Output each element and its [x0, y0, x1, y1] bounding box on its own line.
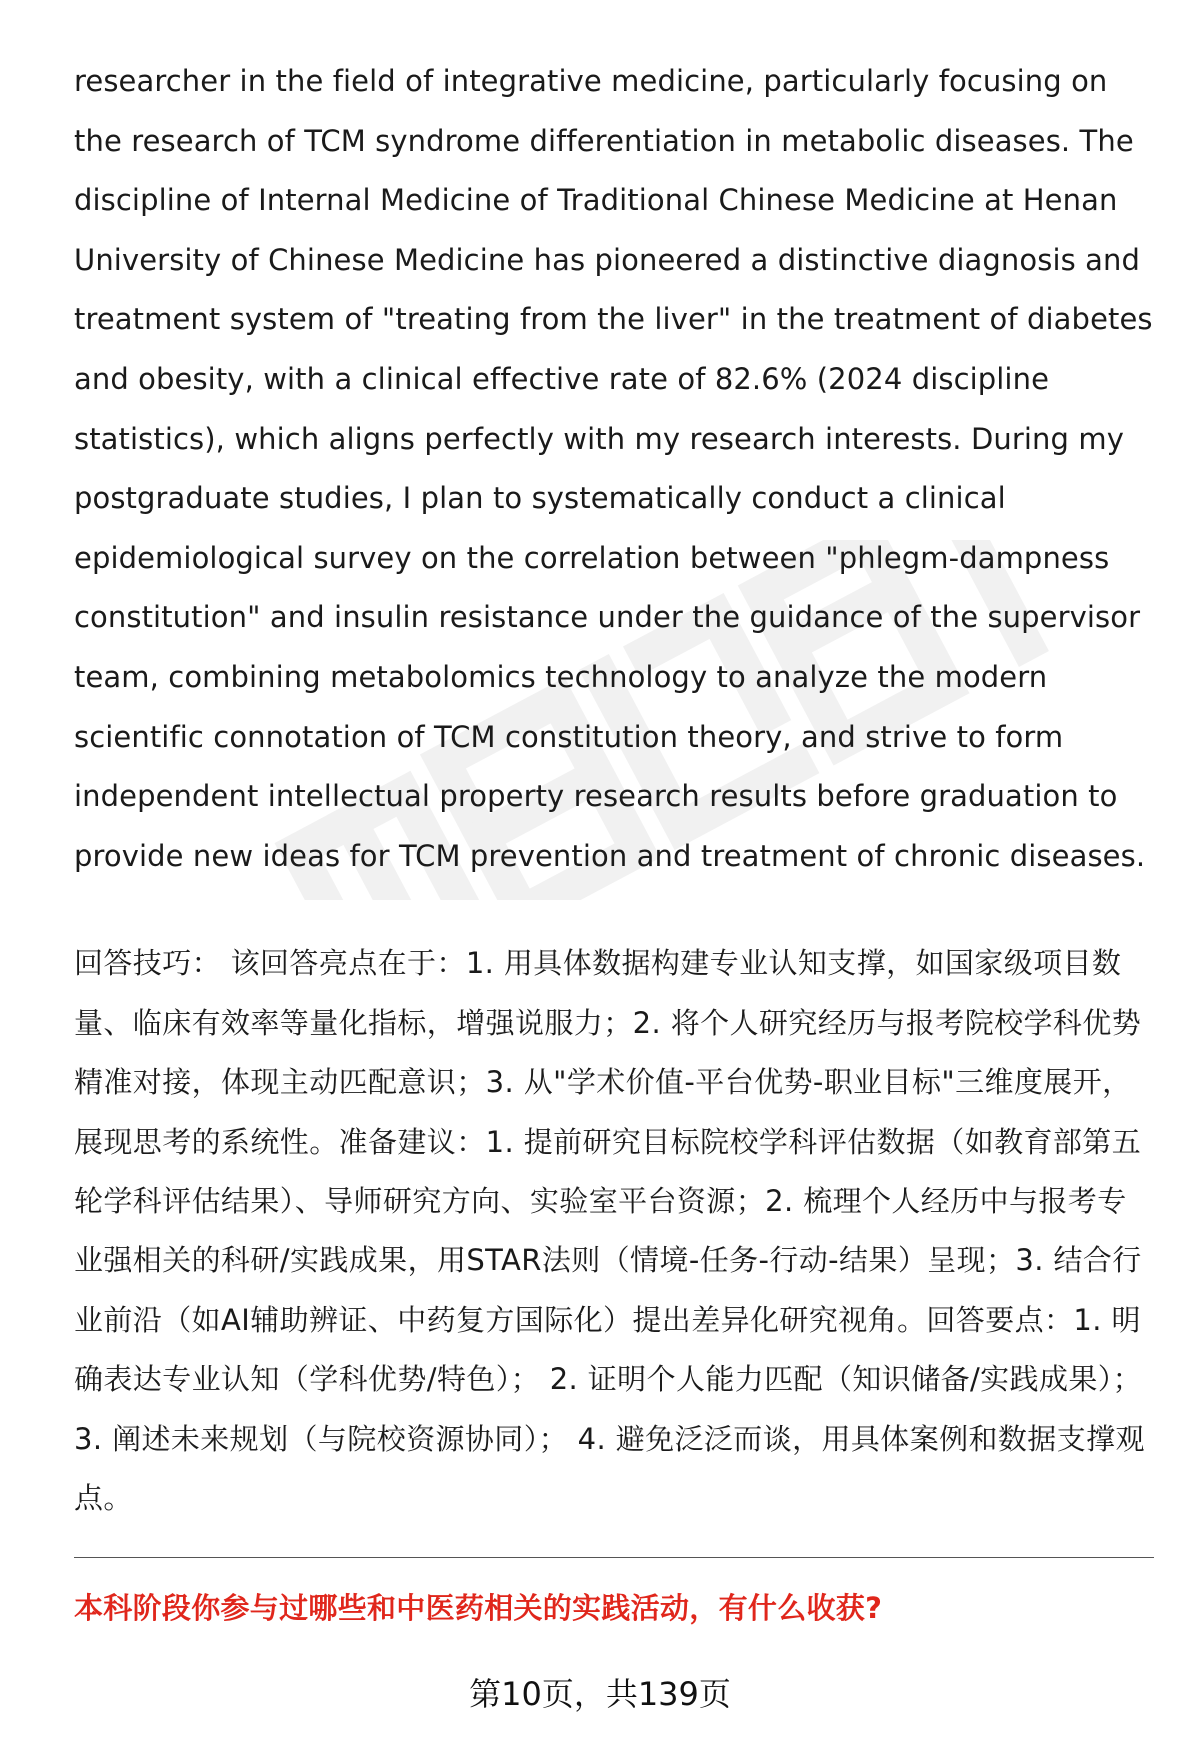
english-paragraph: researcher in the field of integrative medicine, particularly focusing on the research of TCM syndrome differentiation in metabolic diseases. The discipline of Internal Medicine of Traditional Chinese Medicine at Henan University of Chinese Medicine has pioneered a distinctive diagnosis and treatment system of "treating from the liver" in the treatment of diabetes and obesity, with a clinical effective rate of 82.6% (2024 discipline statistics), which aligns perfectly with my research interests. During my postgraduate studies, I plan to systematically conduct a clinical epidemiological survey on the correlation between "phlegm-dampness constitution" and insulin resistance under the guidance of the supervisor team, combining metabolomics technology to analyze the modern scientific connotation of TCM constitution theory, and strive to form independent intellectual property research results before graduation to provide new ideas for TCM prevention and treatment of chronic diseases.: [74, 64, 1153, 873]
tips-paragraph: 回答技巧： 该回答亮点在于：1. 用具体数据构建专业认知支撑，如国家级项目数量、临床有效率等量化指标，增强说服力；2. 将个人研究经历与报考院校学科优势精准对接，体现主动匹配意识；3. 从"学术价值-平台优势-职业目标"三维度展开，展现思考的系统性。准备建议：1. 提前研究目标院校学科评估数据（如教育部第五轮学科评估结果）、导师研究方向、实验室平台资源；2. 梳理个人经历中与报考专业强相关的科研/实践成果，用STAR法则（情境-任务-行动-结果）呈现；3. 结合行业前沿（如AI辅助辨证、中药复方国际化）提出差异化研究视角。回答要点：1. 明确表达专业认知（学科优势/特色）； 2. 证明个人能力匹配（知识储备/实践成果）； 3. 阐述未来规划（与院校资源协同）； 4. 避免泛泛而谈，用具体案例和数据支撑观点。: [74, 946, 1145, 1515]
page-footer: 第10页，共139页: [469, 1675, 731, 1713]
next-question-heading: 本科阶段你参与过哪些和中医药相关的实践活动，有什么收获?: [74, 1591, 883, 1625]
document-content: [74, 52, 1154, 1528]
section-divider: [74, 1557, 1154, 1558]
